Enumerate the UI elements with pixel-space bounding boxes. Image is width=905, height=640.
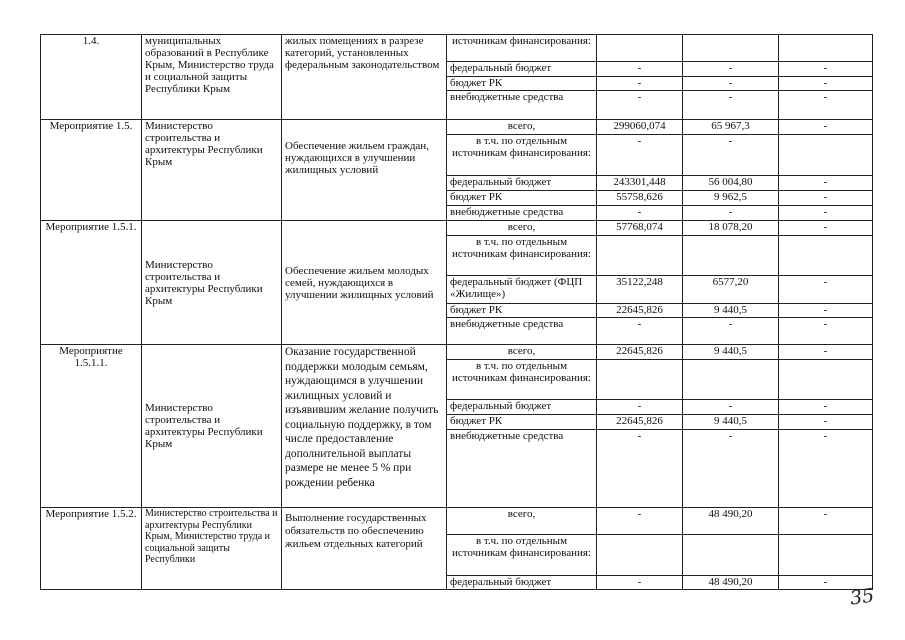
measure-code: 1.4.: [41, 35, 142, 120]
value-cell: -: [779, 318, 873, 345]
value-cell: 18 078,20: [683, 221, 779, 236]
funding-source: внебюджетные средства: [447, 318, 597, 345]
value-cell: -: [597, 206, 683, 221]
value-cell: 9 440,5: [683, 345, 779, 360]
value-cell: -: [779, 345, 873, 360]
funding-source: федеральный бюджет (ФЦП «Жилище»): [447, 276, 597, 304]
funding-source: бюджет РК: [447, 304, 597, 318]
value-cell: [683, 35, 779, 62]
value-cell: [597, 35, 683, 62]
value-cell: 55758,626: [597, 191, 683, 206]
table-row: [41, 35, 873, 62]
funding-source: внебюджетные средства: [447, 430, 597, 508]
value-cell: -: [597, 430, 683, 508]
measure-description: жилых помещениях в разрезе категорий, установленных федеральным законодательством: [282, 35, 447, 120]
value-cell: -: [779, 576, 873, 590]
measure-description: Обеспечение жильем граждан, нуждающихся в улучшении жилищных условий: [282, 120, 447, 221]
value-cell: -: [597, 318, 683, 345]
responsible-organization: Министерство строительства и архитектуры Республики Крым: [142, 221, 282, 345]
measure-code: Мероприятие 1.5.1.: [41, 221, 142, 345]
value-cell: [683, 236, 779, 276]
value-cell: -: [779, 400, 873, 415]
value-cell: 243301,448: [597, 176, 683, 191]
value-cell: [597, 360, 683, 400]
value-cell: -: [597, 91, 683, 120]
table-row: [41, 221, 873, 236]
value-cell: 9 440,5: [683, 415, 779, 430]
value-cell: -: [683, 430, 779, 508]
value-cell: -: [779, 176, 873, 191]
funding-source: бюджет РК: [447, 191, 597, 206]
value-cell: -: [779, 91, 873, 120]
value-cell: -: [683, 91, 779, 120]
value-cell: -: [779, 276, 873, 304]
value-cell: -: [779, 77, 873, 91]
funding-source: источникам финансирования:: [447, 35, 597, 62]
funding-source: всего,: [447, 345, 597, 360]
value-cell: -: [779, 120, 873, 135]
value-cell: -: [779, 206, 873, 221]
funding-source: федеральный бюджет: [447, 176, 597, 191]
measure-description: Обеспечение жильем молодых семей, нуждающихся в улучшении жилищных условий: [282, 221, 447, 345]
funding-source: в т.ч. по отдельным источникам финансирования:: [447, 535, 597, 576]
value-cell: -: [779, 221, 873, 236]
value-cell: 48 490,20: [683, 576, 779, 590]
page-number: 35: [848, 584, 876, 610]
responsible-organization: Министерство строительства и архитектуры Республики Крым: [142, 345, 282, 508]
value-cell: [779, 236, 873, 276]
responsible-organization: муниципальных образований в Республике Крым, Министерство труда и социальной защиты Республики Крым: [142, 35, 282, 120]
measure-description: Выполнение государственных обязательств по обеспечению жильем отдельных категорий: [282, 508, 447, 590]
value-cell: -: [597, 135, 683, 176]
measure-code: Мероприятие 1.5.1.1.: [41, 345, 142, 508]
value-cell: -: [597, 77, 683, 91]
value-cell: 48 490,20: [683, 508, 779, 535]
value-cell: 35122,248: [597, 276, 683, 304]
value-cell: [683, 360, 779, 400]
value-cell: 22645,826: [597, 415, 683, 430]
value-cell: -: [683, 400, 779, 415]
value-cell: 22645,826: [597, 304, 683, 318]
value-cell: -: [779, 304, 873, 318]
funding-source: в т.ч. по отдельным источникам финансирования:: [447, 135, 597, 176]
value-cell: [683, 535, 779, 576]
table-row: [41, 120, 873, 135]
value-cell: -: [683, 77, 779, 91]
table-row: [41, 508, 873, 535]
value-cell: [597, 535, 683, 576]
value-cell: -: [597, 508, 683, 535]
value-cell: 57768,074: [597, 221, 683, 236]
value-cell: -: [683, 206, 779, 221]
responsible-organization: Министерство строительства и архитектуры Республики Крым: [142, 120, 282, 221]
funding-source: всего,: [447, 221, 597, 236]
value-cell: -: [779, 415, 873, 430]
value-cell: 56 004,80: [683, 176, 779, 191]
funding-source: в т.ч. по отдельным источникам финансирования:: [447, 360, 597, 400]
funding-source: в т.ч. по отдельным источникам финансирования:: [447, 236, 597, 276]
value-cell: 22645,826: [597, 345, 683, 360]
value-cell: -: [683, 135, 779, 176]
value-cell: [779, 135, 873, 176]
value-cell: -: [683, 62, 779, 77]
value-cell: -: [597, 62, 683, 77]
funding-source: федеральный бюджет: [447, 62, 597, 77]
value-cell: [597, 236, 683, 276]
funding-source: федеральный бюджет: [447, 400, 597, 415]
funding-source: федеральный бюджет: [447, 576, 597, 590]
value-cell: -: [597, 576, 683, 590]
funding-source: всего,: [447, 508, 597, 535]
value-cell: -: [779, 62, 873, 77]
value-cell: -: [779, 508, 873, 535]
funding-source: всего,: [447, 120, 597, 135]
value-cell: [779, 360, 873, 400]
value-cell: -: [779, 191, 873, 206]
value-cell: 65 967,3: [683, 120, 779, 135]
value-cell: 6577,20: [683, 276, 779, 304]
measure-description: Оказание государственной поддержки молодым семьям, нуждающимся в улучшении жилищных условий и изъявившим желание получить социальную поддержку, в том числе предоставление дополнительной выплаты размере не менее 5 % при рождении ребенка: [282, 345, 447, 508]
value-cell: -: [779, 430, 873, 508]
value-cell: [779, 35, 873, 62]
funding-source: внебюджетные средства: [447, 91, 597, 120]
funding-source: бюджет РК: [447, 77, 597, 91]
value-cell: 299060,074: [597, 120, 683, 135]
value-cell: -: [683, 318, 779, 345]
value-cell: -: [597, 400, 683, 415]
measure-code: Мероприятие 1.5.: [41, 120, 142, 221]
responsible-organization: Министерство строительства и архитектуры Республики Крым, Министерство труда и социальной защиты Республики: [142, 508, 282, 590]
value-cell: 9 440,5: [683, 304, 779, 318]
value-cell: [779, 535, 873, 576]
funding-source: бюджет РК: [447, 415, 597, 430]
measure-code: Мероприятие 1.5.2.: [41, 508, 142, 590]
budget-table: [40, 34, 873, 590]
value-cell: 9 962,5: [683, 191, 779, 206]
table-row: [41, 345, 873, 360]
funding-source: внебюджетные средства: [447, 206, 597, 221]
